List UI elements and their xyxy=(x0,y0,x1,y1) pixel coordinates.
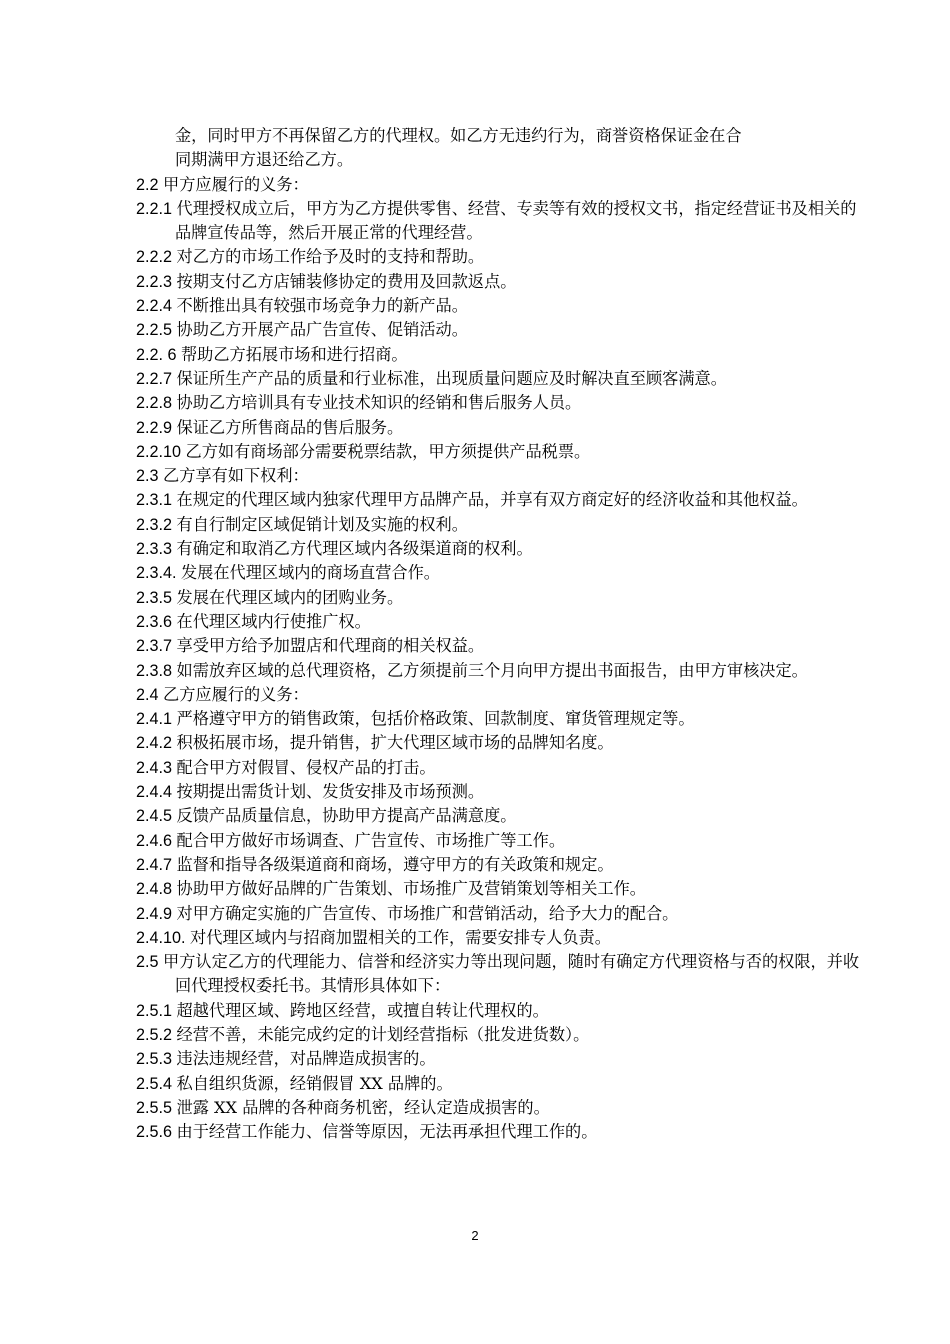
clause-number: 2.2.3 xyxy=(136,272,177,291)
clause-number: 2.2. 6 xyxy=(136,345,181,364)
clause-text: 协助乙方开展产品广告宣传、促销活动。 xyxy=(176,320,468,340)
clause-item xyxy=(136,488,860,512)
clause-text: 代理授权成立后，甲方为乙方提供零售、经营、专卖等有效的授权文书，指定经营证书及相关的品牌宣传品等，然后开展正常的代理经营。 xyxy=(175,198,857,243)
clause-number: 2.4.1 xyxy=(136,710,177,729)
clause-number: 2.3.8 xyxy=(136,661,177,680)
clause-number: 2.4.9 xyxy=(136,904,177,923)
clause-text: 保证乙方所售商品的售后服务。 xyxy=(176,417,404,437)
clause-number: 2.2.9 xyxy=(136,418,177,437)
clause-item xyxy=(136,1023,860,1047)
clause-number: 2.3.4. xyxy=(136,564,181,583)
clause-text: 对甲方确定实施的广告宣传、市场推广和营销活动，给予大力的配合。 xyxy=(176,903,679,923)
clause-text: 配合甲方对假冒、侵权产品的打击。 xyxy=(176,757,436,777)
clause-number: 2.5.1 xyxy=(136,1001,177,1020)
clause-item xyxy=(136,829,860,853)
clause-item xyxy=(136,1120,860,1144)
clause-number: 2.4.2 xyxy=(136,734,177,753)
clause-text: 经营不善，未能完成约定的计划经营指标（批发进货数）。 xyxy=(176,1024,590,1044)
clause-text: 乙方如有商场部分需要税票结款，甲方须提供产品税票。 xyxy=(185,441,591,461)
clause-item xyxy=(136,999,860,1023)
clause-text: 有确定和取消乙方代理区域内各级渠道商的权利。 xyxy=(176,539,533,559)
clause-number: 2.3.7 xyxy=(136,637,177,656)
clause-text: 监督和指导各级渠道商和商场，遵守甲方的有关政策和规定。 xyxy=(176,854,614,874)
clause-item xyxy=(136,634,860,658)
clause-item xyxy=(136,173,860,197)
clause-number: 2.5.2 xyxy=(136,1025,177,1044)
clause-text: 反馈产品质量信息，协助甲方提高产品满意度。 xyxy=(176,806,517,826)
clause-text: 甲方认定乙方的代理能力、信誉和经济实力等出现问题，随时有确定方代理资格与否的权限，并收回代理授权委托书。其情形具体如下： xyxy=(163,952,860,996)
clause-item xyxy=(136,343,860,367)
clause-item xyxy=(136,464,860,488)
clause-item xyxy=(136,1096,860,1120)
clause-number: 2.2.5 xyxy=(136,321,177,340)
clause-item xyxy=(136,659,860,683)
clause-number: 2.3.5 xyxy=(136,588,177,607)
clause-number: 2.2.1 xyxy=(136,199,177,218)
clause-item xyxy=(136,416,860,440)
clause-text: 泄露 XX 品牌的各种商务机密，经认定造成损害的。 xyxy=(176,1097,550,1117)
paragraph-line: 同期满甲方退还给乙方。 xyxy=(175,150,354,170)
clause-item xyxy=(136,950,860,999)
clause-number: 2.2.4 xyxy=(136,297,177,316)
clause-text: 发展在代理区域内的商场直营合作。 xyxy=(181,563,440,583)
clause-item xyxy=(136,294,860,318)
clause-text: 私自组织货源，经销假冒 XX 品牌的。 xyxy=(176,1073,453,1093)
clause-text: 按期支付乙方店铺装修协定的费用及回款返点。 xyxy=(176,271,517,291)
clause-text: 保证所生产产品的质量和行业标准，出现质量问题应及时解决直至顾客满意。 xyxy=(176,368,727,388)
clause-number: 2.5 xyxy=(136,953,164,972)
clause-text: 在代理区域内行使推广权。 xyxy=(176,611,371,631)
clause-number: 2.4 xyxy=(136,685,164,704)
clause-item xyxy=(136,197,860,246)
clause-number: 2.4.6 xyxy=(136,831,177,850)
clause-item xyxy=(136,780,860,804)
clause-number: 2.3.6 xyxy=(136,612,177,631)
clause-item xyxy=(136,586,860,610)
clause-text: 有自行制定区域促销计划及实施的权利。 xyxy=(176,514,468,534)
clause-item xyxy=(136,391,860,415)
clause-item xyxy=(136,561,860,585)
paragraph-line: 金，同时甲方不再保留乙方的代理权。如乙方无违约行为，商誉资格保证金在合 xyxy=(175,126,742,145)
clause-item xyxy=(136,367,860,391)
clause-number: 2.2.7 xyxy=(136,369,177,388)
clause-number: 2.5.3 xyxy=(136,1050,177,1069)
clause-number: 2.2.8 xyxy=(136,394,177,413)
clause-item xyxy=(136,902,860,926)
clause-list xyxy=(136,173,860,1145)
clause-text: 对乙方的市场工作给予及时的支持和帮助。 xyxy=(176,247,485,267)
clause-item xyxy=(136,877,860,901)
clause-item xyxy=(136,513,860,537)
clause-number: 2.4.4 xyxy=(136,783,177,802)
clause-item xyxy=(136,683,860,707)
clause-number: 2.3.3 xyxy=(136,540,177,559)
clause-text: 发展在代理区域内的团购业务。 xyxy=(176,587,404,607)
clause-text: 协助乙方培训具有专业技术知识的经销和售后服务人员。 xyxy=(176,393,582,413)
clause-number: 2.5.5 xyxy=(136,1098,177,1117)
document-body xyxy=(136,124,860,1144)
clause-number: 2.4.3 xyxy=(136,758,177,777)
clause-item xyxy=(136,245,860,269)
clause-item xyxy=(136,756,860,780)
clause-number: 2.5.4 xyxy=(136,1074,177,1093)
clause-number: 2.4.7 xyxy=(136,855,177,874)
clause-item xyxy=(136,1072,860,1096)
clause-number: 2.2.2 xyxy=(136,248,177,267)
clause-number: 2.3 xyxy=(136,467,164,486)
clause-item xyxy=(136,318,860,342)
clause-item xyxy=(136,1047,860,1071)
clause-text: 违法违规经营，对品牌造成损害的。 xyxy=(176,1049,436,1069)
clause-text: 甲方应履行的义务： xyxy=(163,174,309,194)
clause-text: 享受甲方给予加盟店和代理商的相关权益。 xyxy=(176,636,485,656)
clause-number: 2.3.2 xyxy=(136,515,177,534)
clause-item xyxy=(136,610,860,634)
clause-number: 2.2.10 xyxy=(136,442,186,461)
clause-item xyxy=(136,853,860,877)
clause-text: 由于经营工作能力、信誉等原因，无法再承担代理工作的。 xyxy=(176,1122,598,1142)
clause-text: 按期提出需货计划、发货安排及市场预测。 xyxy=(176,782,485,802)
clause-text: 不断推出具有较强市场竞争力的新产品。 xyxy=(176,296,468,316)
clause-text: 严格遵守甲方的销售政策，包括价格政策、回款制度、窜货管理规定等。 xyxy=(176,709,695,729)
clause-number: 2.5.6 xyxy=(136,1123,177,1142)
clause-text: 在规定的代理区域内独家代理甲方品牌产品，并享有双方商定好的经济收益和其他权益。 xyxy=(176,490,808,510)
clause-number: 2.3.1 xyxy=(136,491,177,510)
clause-number: 2.4.10. xyxy=(136,928,191,947)
page-number: 2 xyxy=(471,1228,479,1243)
clause-text: 乙方享有如下权利： xyxy=(163,466,309,486)
clause-number: 2.4.5 xyxy=(136,807,177,826)
clause-text: 乙方应履行的义务： xyxy=(163,684,309,704)
clause-text: 积极拓展市场，提升销售，扩大代理区域市场的品牌知名度。 xyxy=(176,733,614,753)
clause-number: 2.2 xyxy=(136,175,164,194)
clause-item xyxy=(136,270,860,294)
clause-text: 帮助乙方拓展市场和进行招商。 xyxy=(181,344,408,364)
clause-text: 对代理区域内与招商加盟相关的工作，需要安排专人负责。 xyxy=(190,927,611,947)
clause-item xyxy=(136,731,860,755)
clause-item xyxy=(136,707,860,731)
clause-text: 协助甲方做好品牌的广告策划、市场推广及营销策划等相关工作。 xyxy=(176,879,646,899)
clause-text: 配合甲方做好市场调查、广告宣传、市场推广等工作。 xyxy=(176,830,566,850)
clause-number: 2.4.8 xyxy=(136,880,177,899)
clause-item xyxy=(136,537,860,561)
clause-item xyxy=(136,440,860,464)
clause-text: 超越代理区域、跨地区经营，或擅自转让代理权的。 xyxy=(176,1000,549,1020)
clause-text: 如需放弃区域的总代理资格，乙方须提前三个月向甲方提出书面报告，由甲方审核决定。 xyxy=(176,660,808,680)
clause-item xyxy=(136,926,860,950)
clause-item xyxy=(136,804,860,828)
